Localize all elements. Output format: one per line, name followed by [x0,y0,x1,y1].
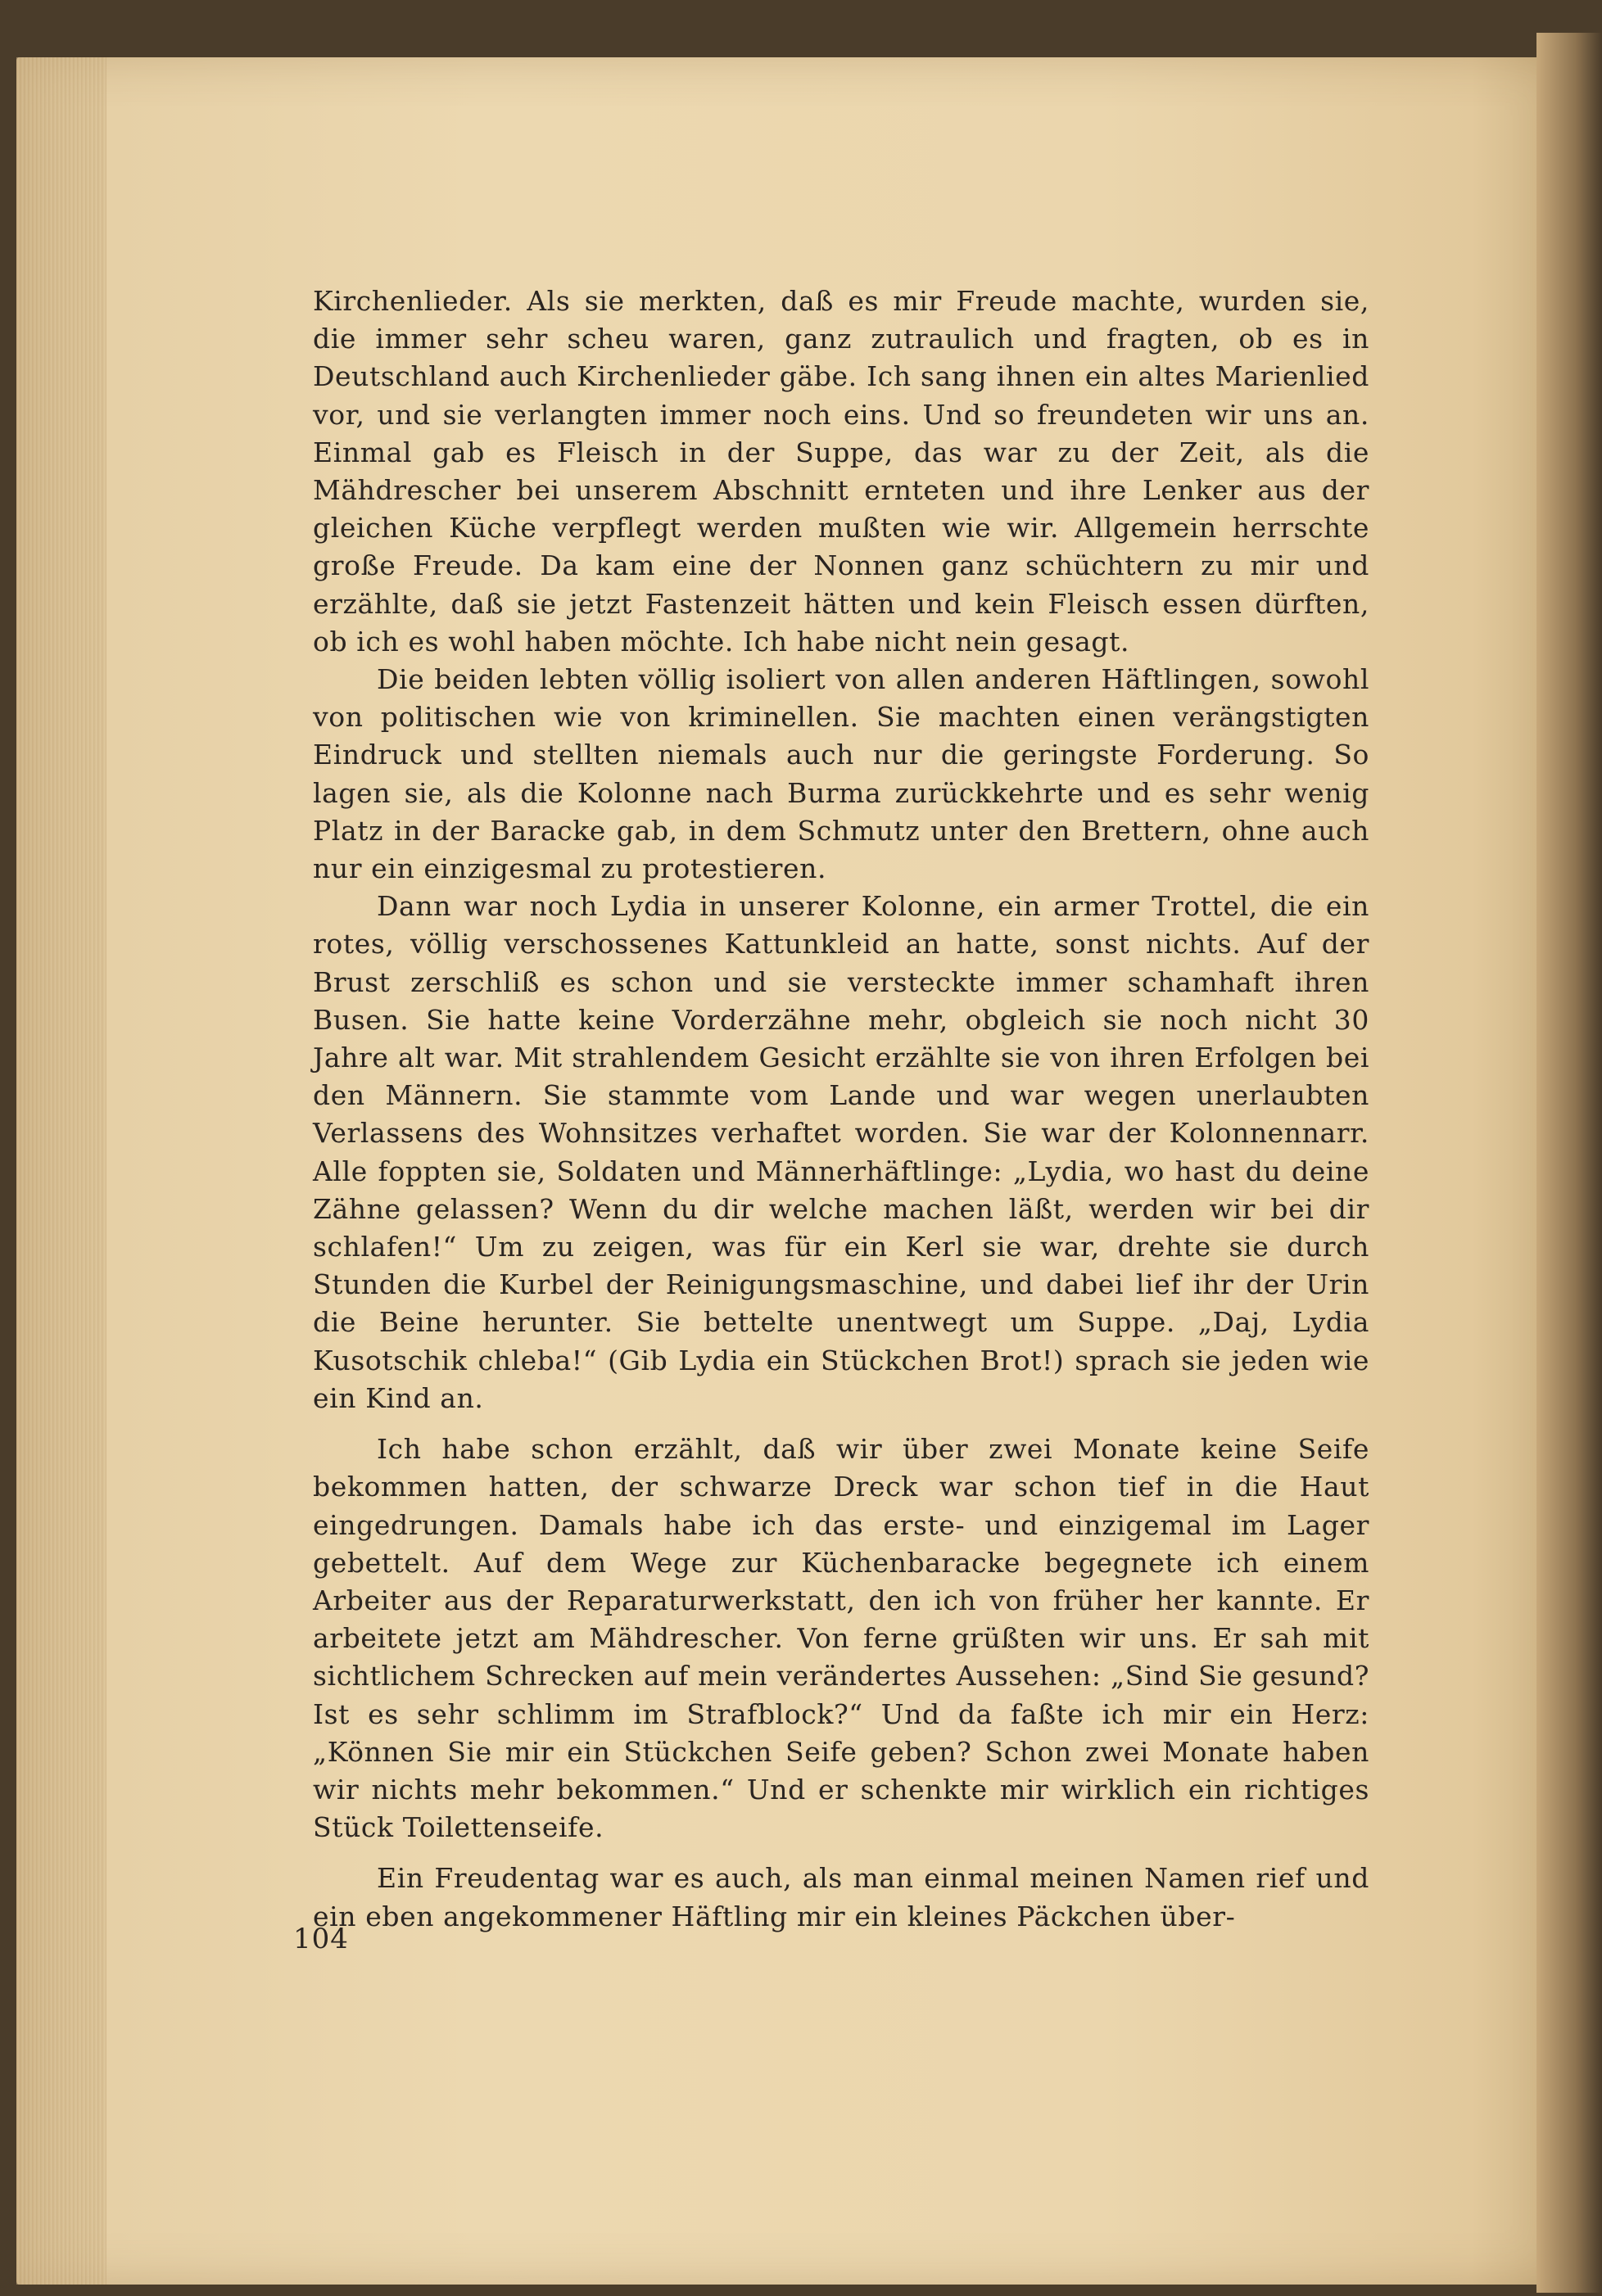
paragraph-2: Die beiden lebten völlig isoliert von allen anderen Häftlingen, sowohl von politischen wie von kriminellen. Sie machten einen verängstigten Eindruck und stellten niemals auch nur die geringste Forderung. So lagen sie, als die Kolonne nach Burma zurückkehrte und es sehr wenig Platz in der Baracke gab, in dem Schmutz unter den Brettern, ohne auch nur ein einzigesmal zu protestieren. [313,663,1369,885]
book-binding-edge [1536,33,1602,2293]
page-number: 104 [293,1923,349,1955]
page-edges [16,57,106,2285]
paragraph-4: Ich habe schon erzählt, daß wir über zwei Monate keine Seife bekommen hatten, der schwarze Dreck war schon tief in die Haut eingedrungen. Damals habe ich das erste- und einzigemal im Lager gebettelt. Auf dem Wege zur Küchenbaracke begegnete ich einem Arbeiter aus der Reparaturwerkstatt, den ich von früher her kannte. Er arbeitete jetzt am Mähdrescher. Von ferne grüßten wir uns. Er sah mit sichtlichem Schrecken auf mein verändertes Aussehen: „Sind Sie gesund? Ist es sehr schlimm im Strafblock?“ Und da faßte ich mir ein Herz: „Können Sie mir ein Stückchen Seife geben? Schon zwei Monate haben wir nichts mehr bekommen.“ Und er schenkte mir wirklich ein richtiges Stück Toilettenseife. [313,1433,1369,1844]
paragraph-1: Kirchenlieder. Als sie merkten, daß es mir Freude machte, wurden sie, die immer sehr scheu waren, ganz zutraulich und fragten, ob es in Deutschland auch Kirchenlieder gäbe. Ich sang ihnen ein altes Marienlied vor, und sie verlangten immer noch eins. Und so freundeten wir uns an. Einmal gab es Fleisch in der Suppe, das war zu der Zeit, als die Mähdrescher bei unserem Abschnitt ernteten und ihre Lenker aus der gleichen Küche verpflegt werden mußten wie wir. Allgemein herrschte große Freude. Da kam eine der Nonnen ganz schüchtern zu mir und erzählte, daß sie jetzt Fastenzeit hätten und kein Fleisch essen dürften, ob ich es wohl haben möchte. Ich habe nicht nein gesagt. [313,285,1369,658]
paragraph-3: Dann war noch Lydia in unserer Kolonne, ein armer Trottel, die ein rotes, völlig verschossenes Kattunkleid an hatte, sonst nichts. Auf der Brust zerschliß es schon und sie versteckte immer schamhaft ihren Busen. Sie hatte keine Vorderzähne mehr, obgleich sie noch nicht 30 Jahre alt war. Mit strahlendem Gesicht erzählte sie von ihren Erfolgen bei den Männern. Sie stammte vom Lande und war wegen unerlaubten Verlassens des Wohnsitzes verhaftet worden. Sie war der Kolonnennarr. Alle foppten sie, Soldaten und Männerhäftlinge: „Lydia, wo hast du deine Zähne gelassen? Wenn du dir welche machen läßt, werden wir bei dir schlafen!“ Um zu zeigen, was für ein Kerl sie war, drehte sie durch Stunden die Kurbel der Reinigungsmaschine, und dabei lief ihr der Urin die Beine herunter. Sie bettelte unentwegt um Suppe. „Daj, Lydia Kusotschik chleba!“ (Gib Lydia ein Stückchen Brot!) sprach sie jeden wie ein Kind an. [313,890,1369,1414]
paragraph-5: Ein Freudentag war es auch, als man einmal meinen Namen rief und ein eben angekommener Häftling mir ein kleines Päckchen über- [313,1862,1369,1932]
body-text [313,282,1369,1936]
